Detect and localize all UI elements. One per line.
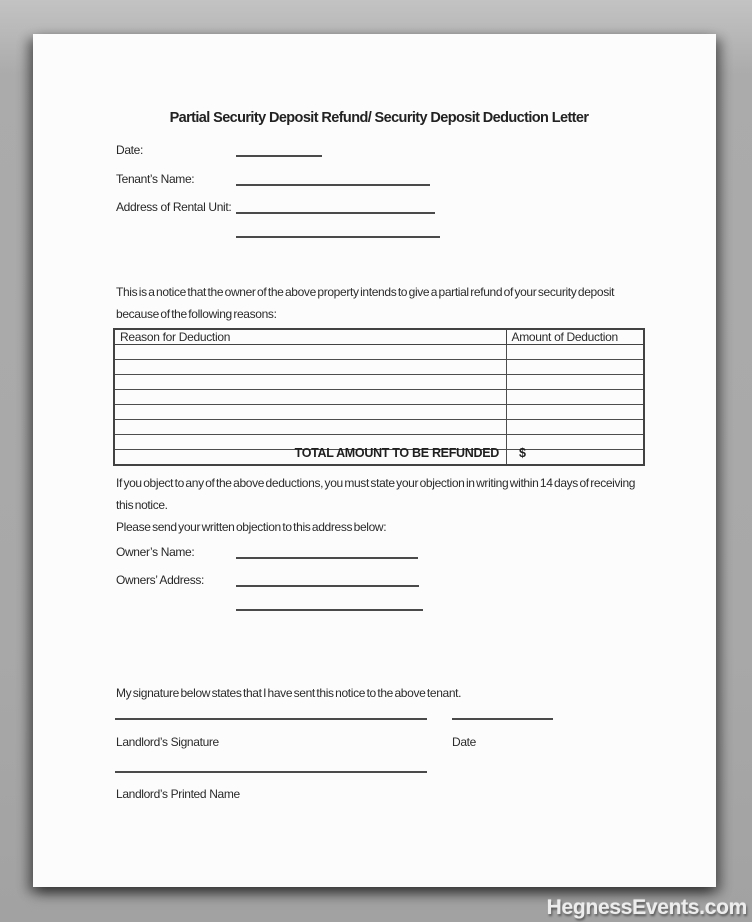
signature-date-line	[452, 718, 553, 720]
date-label: Date:	[116, 143, 143, 157]
signature-date-label: Date	[452, 735, 476, 749]
watermark-text: HegnessEvents.com	[546, 896, 747, 919]
owner-name-blank-line	[236, 541, 418, 559]
rental-address-field-row	[116, 198, 435, 214]
tenant-name-blank-line	[236, 168, 430, 186]
total-currency-symbol: $	[519, 446, 526, 460]
rental-address-blank-line	[236, 196, 435, 214]
amount-cell	[506, 390, 644, 405]
total-refund-label: TOTAL AMOUNT TO BE REFUNDED	[294, 446, 499, 460]
owner-name-field-row	[116, 543, 418, 559]
owner-address-blank-line	[236, 569, 419, 587]
deduction-table-empty-row	[114, 360, 644, 375]
reason-cell	[114, 420, 506, 435]
send-objection-line: Please send your written objection to this address below:	[116, 520, 387, 534]
deduction-table-empty-row	[114, 345, 644, 360]
deduction-table-empty-row	[114, 375, 644, 390]
deduction-table-header-row	[114, 329, 644, 345]
objection-paragraph: If you object to any of the above deductions, you must state your objection in writing within 14 days of receiving this notice.	[116, 476, 636, 512]
deduction-table-empty-row	[114, 390, 644, 405]
reason-cell	[114, 405, 506, 420]
reason-cell	[114, 390, 506, 405]
intro-paragraph: This is a notice that the owner of the above property intends to give a partial refund of your security deposit because of the following reasons:	[116, 285, 615, 321]
reason-cell	[114, 345, 506, 360]
deduction-table-empty-row	[114, 420, 644, 435]
document-page	[33, 34, 716, 887]
tenant-name-label: Tenant’s Name:	[116, 172, 195, 186]
amount-cell	[506, 345, 644, 360]
signature-statement: My signature below states that I have sent this notice to the above tenant.	[116, 686, 462, 700]
reason-cell	[114, 375, 506, 390]
rental-address-blank-line-2	[236, 236, 440, 238]
deduction-table-empty-row	[114, 405, 644, 420]
rental-address-label: Address of Rental Unit:	[116, 200, 232, 214]
reason-cell	[114, 360, 506, 375]
amount-cell	[506, 420, 644, 435]
document-title: Partial Security Deposit Refund/ Security Deposit Deduction Letter	[169, 110, 589, 126]
amount-cell	[506, 360, 644, 375]
owner-address-label: Owners’ Address:	[116, 573, 204, 587]
total-refund-row	[113, 446, 643, 460]
landlord-signature-line	[115, 718, 427, 720]
amount-cell	[506, 405, 644, 420]
owner-name-label: Owner’s Name:	[116, 545, 195, 559]
reason-column-header: Reason for Deduction	[114, 329, 506, 345]
amount-column-header: Amount of Deduction	[506, 329, 644, 345]
landlord-printed-name-line	[115, 771, 427, 773]
landlord-signature-label: Landlord’s Signature	[116, 735, 219, 749]
date-blank-line	[236, 139, 322, 157]
landlord-printed-name-label: Landlord’s Printed Name	[116, 787, 240, 801]
owner-address-blank-line-2	[236, 609, 423, 611]
tenant-name-field-row	[116, 170, 430, 186]
amount-cell	[506, 375, 644, 390]
date-field-row	[116, 141, 322, 157]
owner-address-field-row	[116, 571, 419, 587]
